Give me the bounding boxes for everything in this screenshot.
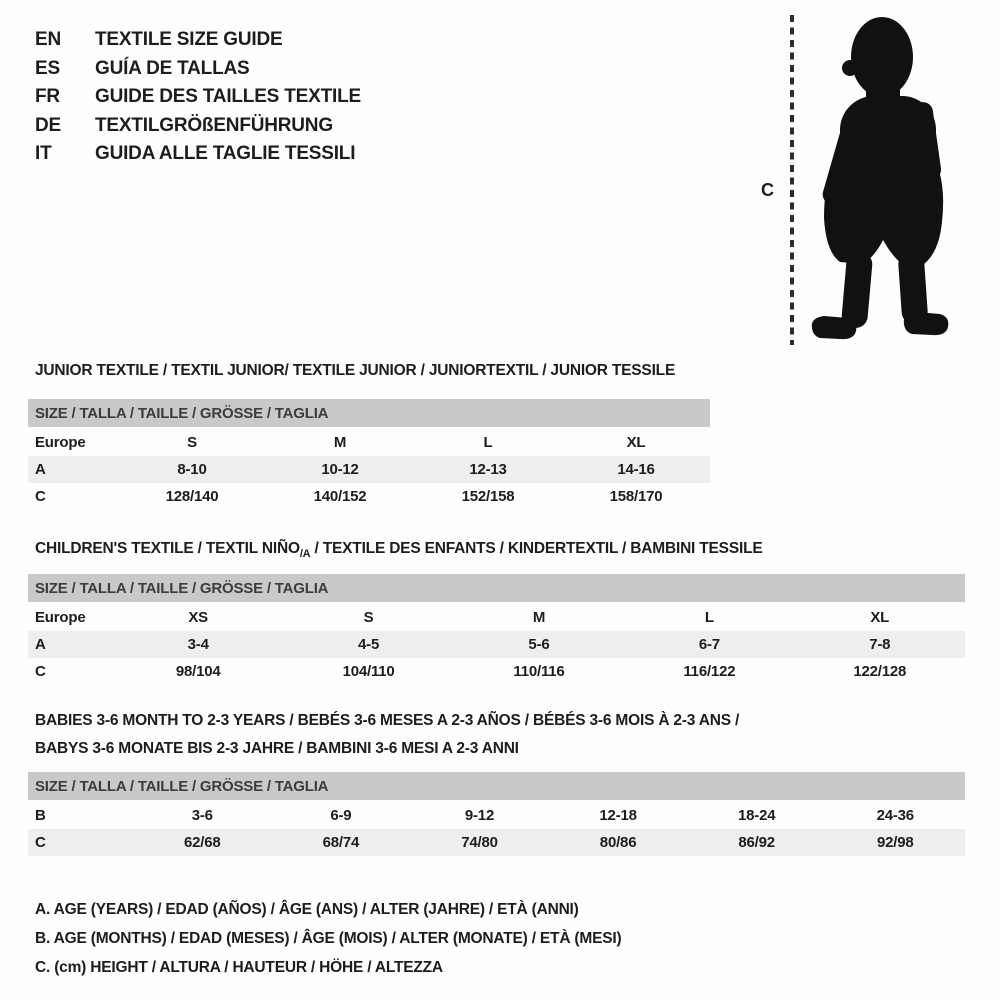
legend-line-c: C. (cm) HEIGHT / ALTURA / HAUTEUR / HÖHE / ALTEZZA: [35, 959, 443, 976]
table-row: [28, 456, 710, 483]
table-cell: 140/152: [313, 488, 367, 505]
table-cell: 6-7: [698, 636, 720, 653]
table-cell: M: [333, 434, 347, 451]
table-cell: 9-12: [464, 807, 495, 824]
lang-row-fr: [35, 83, 361, 112]
table-cell: 7-8: [869, 636, 891, 653]
babies-section-title: [35, 707, 739, 763]
babies-title-line2: BABYS 3-6 MONATE BIS 2-3 JAHRE / BAMBINI 3-6 MESI A 2-3 ANNI: [35, 740, 519, 757]
table-cell: 62/68: [184, 834, 221, 851]
row-label: B: [35, 807, 46, 824]
table-cell: 8-10: [177, 461, 207, 478]
table-cell: 10-12: [321, 461, 359, 478]
row-label: C: [35, 834, 46, 851]
row-label: Europe: [35, 434, 86, 451]
table-cell: S: [187, 434, 197, 451]
table-cell: 12-13: [469, 461, 507, 478]
table-cell: 12-18: [599, 807, 637, 824]
table-cell: 4-5: [358, 636, 380, 653]
lang-code: DE: [35, 114, 61, 136]
table-cell: 18-24: [737, 807, 776, 824]
table-cell: 116/122: [683, 663, 736, 680]
table-cell: 122/128: [853, 663, 907, 680]
table-cell: 158/170: [609, 488, 663, 505]
legend-line-b: B. AGE (MONTHS) / EDAD (MESES) / ÂGE (MOIS) / ALTER (MONATE) / ETÀ (MESI): [35, 930, 622, 947]
babies-title-line1: BABIES 3-6 MONTH TO 2-3 YEARS / BEBÉS 3-6 MESES A 2-3 AÑOS / BÉBÉS 3-6 MOIS À 2-3 ANS /: [35, 712, 740, 729]
row-label: Europe: [35, 609, 86, 626]
table-cell: XS: [188, 609, 208, 626]
lang-code: ES: [35, 57, 60, 79]
table-header-band: SIZE / TALLA / TAILLE / GRÖSSE / TAGLIA: [28, 574, 965, 602]
height-measure-label: C: [761, 180, 774, 200]
junior-size-table: [28, 399, 710, 510]
lang-label: GUÍA DE TALLAS: [95, 57, 250, 79]
height-measure-dotted-line: [790, 15, 794, 345]
table-row: [28, 658, 965, 685]
table-cell: 110/116: [513, 663, 565, 680]
table-header-band: SIZE / TALLA / TAILLE / GRÖSSE / TAGLIA: [28, 399, 710, 427]
children-title-prefix: CHILDREN'S TEXTILE / TEXTIL NIÑO: [35, 540, 300, 557]
table-cell: 98/104: [175, 663, 221, 680]
table-cell: 128/140: [165, 488, 219, 505]
table-row: [28, 483, 710, 510]
lang-label: GUIDA ALLE TAGLIE TESSILI: [95, 143, 356, 165]
table-cell: 104/110: [342, 663, 395, 680]
row-label: C: [35, 488, 46, 505]
children-title-suffix: / TEXTILE DES ENFANTS / KINDERTEXTIL / BAMBINI TESSILE: [310, 540, 763, 557]
lang-label: TEXTILGRÖßENFÜHRUNG: [95, 114, 333, 136]
table-cell: 6-9: [330, 807, 352, 824]
toddler-silhouette-icon: [804, 12, 950, 346]
lang-label: TEXTILE SIZE GUIDE: [95, 29, 283, 50]
lang-row-es: [35, 55, 361, 84]
table-cell: 74/80: [461, 834, 498, 851]
table-row: [28, 429, 710, 456]
children-size-table: [28, 574, 965, 685]
table-row: [28, 802, 965, 829]
table-row: [28, 631, 965, 658]
lang-code: EN: [35, 29, 61, 50]
lang-row-en: [35, 26, 361, 55]
children-section-title: [35, 535, 762, 568]
table-cell: 92/98: [876, 834, 914, 851]
lang-code: IT: [35, 143, 52, 165]
row-label: A: [35, 636, 46, 653]
table-cell: 14-16: [617, 461, 655, 478]
table-cell: 80/86: [599, 834, 637, 851]
table-header-band: SIZE / TALLA / TAILLE / GRÖSSE / TAGLIA: [28, 772, 965, 800]
table-cell: 3-6: [191, 807, 213, 824]
table-cell: 3-4: [187, 636, 209, 653]
language-title-list: [35, 26, 361, 169]
lang-code: FR: [35, 86, 60, 108]
table-cell: L: [483, 434, 493, 451]
table-cell: 68/74: [322, 834, 360, 851]
legend-line-a: A. AGE (YEARS) / EDAD (AÑOS) / ÂGE (ANS) / ALTER (JAHRE) / ETÀ (ANNI): [35, 901, 579, 918]
table-cell: 24-36: [876, 807, 914, 824]
table-row: [28, 829, 965, 856]
lang-row-it: [35, 140, 361, 169]
table-cell: S: [363, 609, 374, 626]
table-cell: 86/92: [738, 834, 775, 851]
lang-label: GUIDE DES TAILLES TEXTILE: [95, 86, 361, 108]
table-cell: M: [532, 609, 546, 626]
children-title-subscript: /A: [299, 548, 311, 560]
lang-row-de: [35, 112, 361, 141]
table-row: [28, 604, 965, 631]
babies-size-table: [28, 772, 965, 856]
junior-section-title: JUNIOR TEXTILE / TEXTIL JUNIOR/ TEXTILE JUNIOR / JUNIORTEXTIL / JUNIOR TESSILE: [35, 362, 676, 379]
row-label: C: [35, 663, 46, 680]
table-cell: L: [704, 609, 714, 626]
table-cell: 5-6: [528, 636, 550, 653]
measurement-legend: [35, 895, 621, 982]
row-label: A: [35, 461, 46, 478]
table-cell: XL: [870, 609, 890, 626]
table-cell: XL: [626, 434, 646, 451]
table-cell: 152/158: [461, 488, 515, 505]
